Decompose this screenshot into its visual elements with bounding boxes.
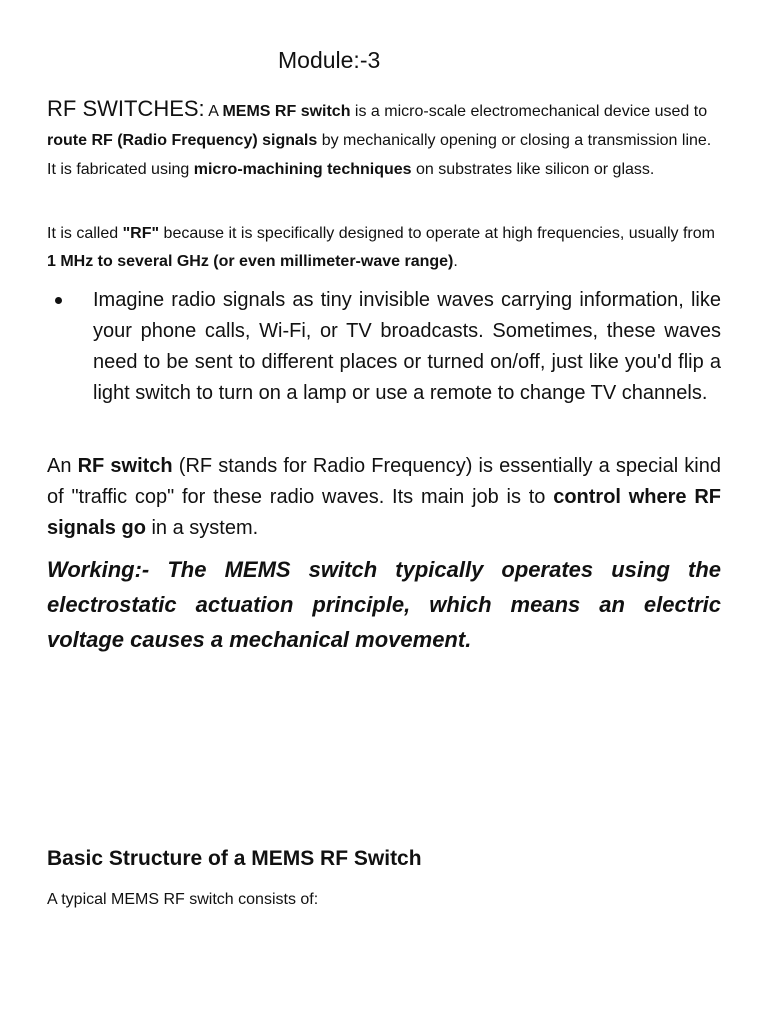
- working-paragraph: Working:- The MEMS switch typically operates using the electrostatic actuation principle, which means an electric voltage causes a mechanical movement.: [47, 557, 721, 652]
- switch-bold-2: control where RF signals go: [47, 486, 721, 539]
- intro-paragraph: [47, 94, 721, 184]
- bullet-dot-icon: [55, 297, 62, 304]
- bullet-list-item: [47, 285, 721, 409]
- intro-text-1: A: [204, 103, 223, 120]
- rf-def-bold-1: "RF": [122, 225, 160, 242]
- structure-heading: Basic Structure of a MEMS RF Switch: [47, 847, 422, 870]
- page-title: Module:-3: [278, 47, 381, 73]
- intro-bold-3: micro-machining techniques: [193, 161, 412, 178]
- switch-text-2: (RF stands for Radio Frequency) is essentially a special kind of "traffic cop" for these radio waves. Its main job is to: [47, 455, 721, 508]
- switch-paragraph: [47, 451, 721, 544]
- switch-bold-1: RF switch: [77, 455, 173, 477]
- rf-def-text-1: It is called: [47, 225, 123, 242]
- section-heading-rf-switches: RF SWITCHES:: [47, 96, 205, 121]
- rf-definition-paragraph: [47, 220, 721, 276]
- switch-text-1: An: [47, 455, 78, 477]
- bullet-text: Imagine radio signals as tiny invisible waves carrying information, like your phone calls, Wi-Fi, or TV broadcasts. Sometimes, these waves need to be sent to different places or turned on/off, just like you'd flip a light switch to turn on a lamp or use a remote to change TV channels.: [93, 289, 721, 404]
- intro-text-3: by mechanically opening or closing a transmission line. It is fabricated using: [47, 132, 712, 178]
- intro-bold-1: MEMS RF switch: [222, 103, 351, 120]
- rf-def-text-3: .: [453, 253, 458, 270]
- rf-def-text-2: because it is specifically designed to operate at high frequencies, usually from: [159, 225, 715, 242]
- switch-text-3: in a system.: [145, 517, 259, 539]
- intro-bold-2: route RF (Radio Frequency) signals: [47, 132, 318, 149]
- intro-text-4: on substrates like silicon or glass.: [411, 161, 655, 178]
- intro-text-2: is a micro-scale electromechanical device used to: [350, 103, 708, 120]
- structure-intro: A typical MEMS RF switch consists of:: [47, 891, 319, 908]
- rf-def-bold-2: 1 MHz to several GHz (or even millimeter-wave range): [47, 253, 454, 270]
